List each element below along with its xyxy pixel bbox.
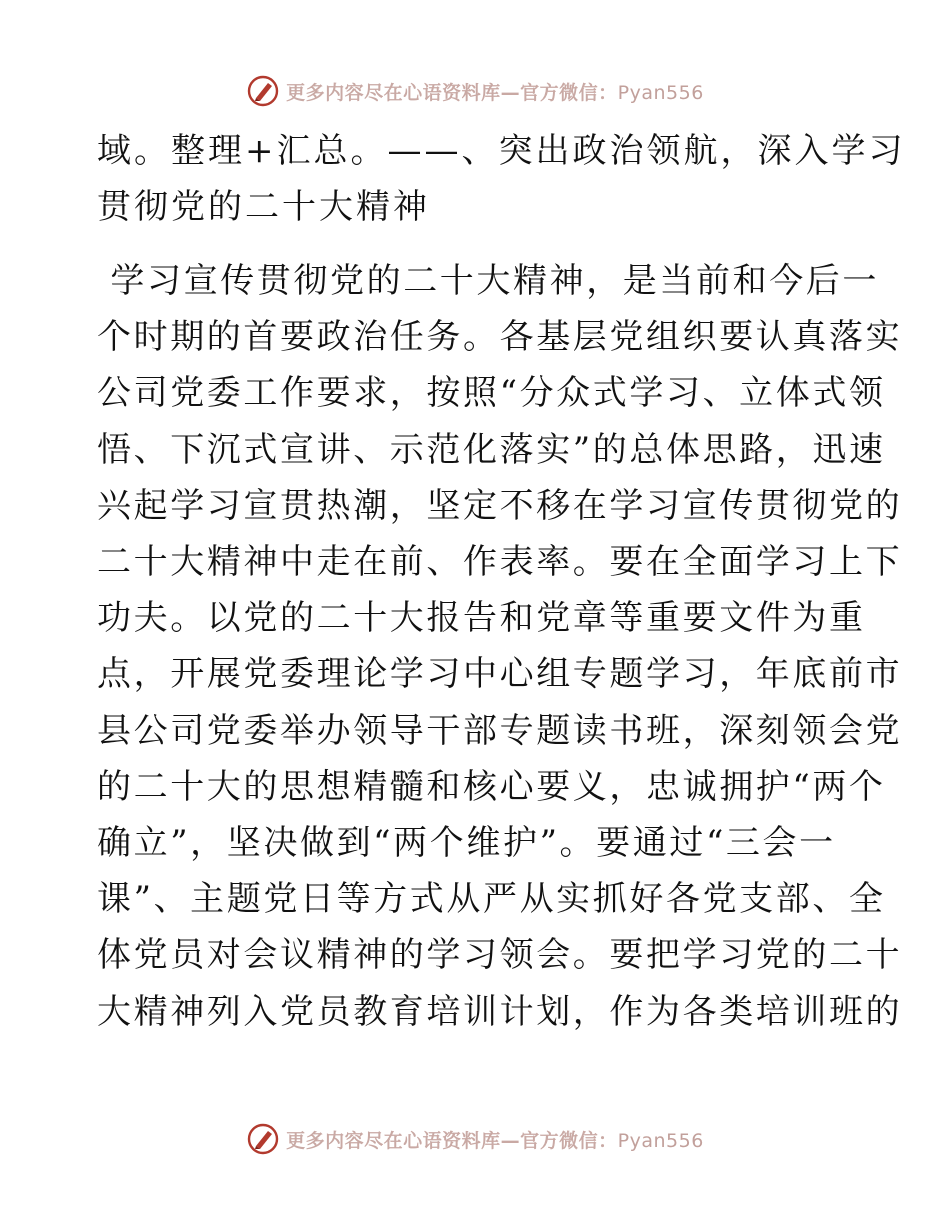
footer-watermark-banner bbox=[0, 1119, 950, 1159]
body-line: 个时期的首要政治任务。各基层党组织要认真落实 bbox=[97, 317, 903, 358]
body-line: 悟、下沉式宣讲、示范化落实”的总体思路，迅速 bbox=[97, 429, 886, 470]
header-watermark-banner bbox=[0, 71, 950, 111]
wechat-id: Pyan556 bbox=[617, 1129, 704, 1152]
body-line: 功夫。以党的二十大报告和党章等重要文件为重 bbox=[97, 598, 866, 639]
section-heading bbox=[97, 123, 906, 235]
watermark-label: 更多内容尽在心语资料库—官方微信： bbox=[286, 1129, 618, 1152]
body-paragraph bbox=[97, 253, 903, 1040]
pen-logo-icon bbox=[246, 74, 280, 108]
watermark-label: 更多内容尽在心语资料库—官方微信： bbox=[286, 81, 618, 104]
body-line: 县公司党委举办领导干部专题读书班，深刻领会党 bbox=[97, 710, 903, 751]
body-line: 大精神列入党员教育培训计划，作为各类培训班的 bbox=[97, 991, 903, 1032]
watermark-text bbox=[286, 78, 704, 105]
body-line: 的二十大的思想精髓和核心要义，忠诚拥护“两个 bbox=[97, 766, 886, 807]
body-line: 课”、主题党日等方式从严从实抓好各党支部、全 bbox=[97, 879, 886, 920]
body-line: 点，开展党委理论学习中心组专题学习，年底前市 bbox=[97, 654, 903, 695]
watermark-text bbox=[286, 1126, 704, 1153]
document-body bbox=[97, 123, 906, 1040]
heading-line: 域。整理+汇总。——、突出政治领航，深入学习 bbox=[97, 131, 906, 171]
body-line: 体党员对会议精神的学习领会。要把学习党的二十 bbox=[97, 935, 903, 976]
pen-logo-icon bbox=[246, 1122, 280, 1156]
wechat-id: Pyan556 bbox=[617, 81, 704, 104]
body-line: 学习宣传贯彻党的二十大精神，是当前和今后一 bbox=[97, 261, 880, 301]
body-line: 确立”，坚决做到“两个维护”。要通过“三会一 bbox=[97, 823, 836, 864]
heading-line: 贯彻党的二十大精神 bbox=[97, 187, 430, 227]
body-line: 兴起学习宣贯热潮，坚定不移在学习宣传贯彻党的 bbox=[97, 485, 903, 526]
body-line: 公司党委工作要求，按照“分众式学习、立体式领 bbox=[97, 373, 886, 414]
body-line: 二十大精神中走在前、作表率。要在全面学习上下 bbox=[97, 542, 903, 583]
